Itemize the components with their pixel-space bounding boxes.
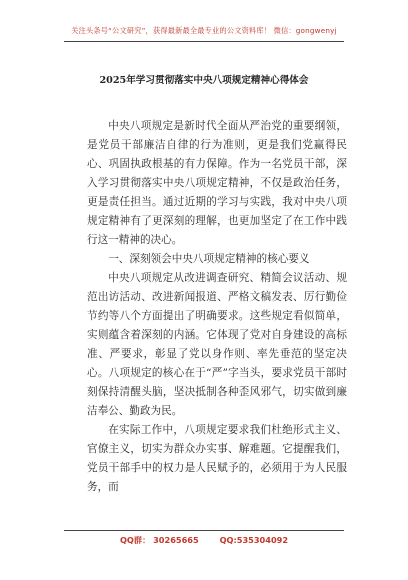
paragraph-intro: 中央八项规定是新时代全面从严治党的重要纲领，是党员干部廉洁自律的行为准则，更是我们党赢得民心、巩固执政根基的有力保障。作为一名党员干部，深入学习贯彻落实中央八项规定精神，不仅是政治任务，更是责任担当。通过近期的学习与实践，我对中央八项规定精神有了更深刻的理解，也更加坚定了在工作中践行这一精神的决心。 — [87, 120, 347, 246]
footer-contact — [0, 535, 408, 546]
header-divider — [64, 41, 344, 42]
paragraph-practice: 在实际工作中，八项规定要求我们杜绝形式主义、官僚主义，切实为群众办实事、解难题。它提醒我们，党员干部手中的权力是人民赋予的，必须用于为人民服务，而 — [87, 424, 347, 493]
paragraph-core-essence: 中央八项规定从改进调查研究、精简会议活动、规范出访活动、改进新闻报道、严格文稿发表、厉行勤俭节约等八个方面提出了明确要求。这些规定看似简单，实则蕴含着深刻的内涵。它体现了党对自身建设的高标准、严要求，彰显了党以身作则、率先垂范的坚定决心。八项规定的核心在于“严”字当头，要求党员干部时刻保持清醒头脑，坚决抵制各种歪风邪气，切实做到廉洁奉公、勤政为民。 — [87, 272, 347, 417]
footer-qq-group: QQ群： 30265665 — [119, 535, 199, 545]
section-heading: 一、深刻领会中央八项规定精神的核心要义 — [108, 253, 310, 265]
header-promo-note: 关注头条号“公文研究”，获得最新最全最专业的公文资料库！ 微信：gongwenyj — [71, 26, 337, 35]
footer-qq-number: QQ:535304092 — [219, 535, 289, 545]
document-title: 2025年学习贯彻落实中央八项规定精神心得体会 — [99, 75, 309, 86]
footer-divider — [64, 530, 344, 531]
document-body — [87, 117, 347, 497]
